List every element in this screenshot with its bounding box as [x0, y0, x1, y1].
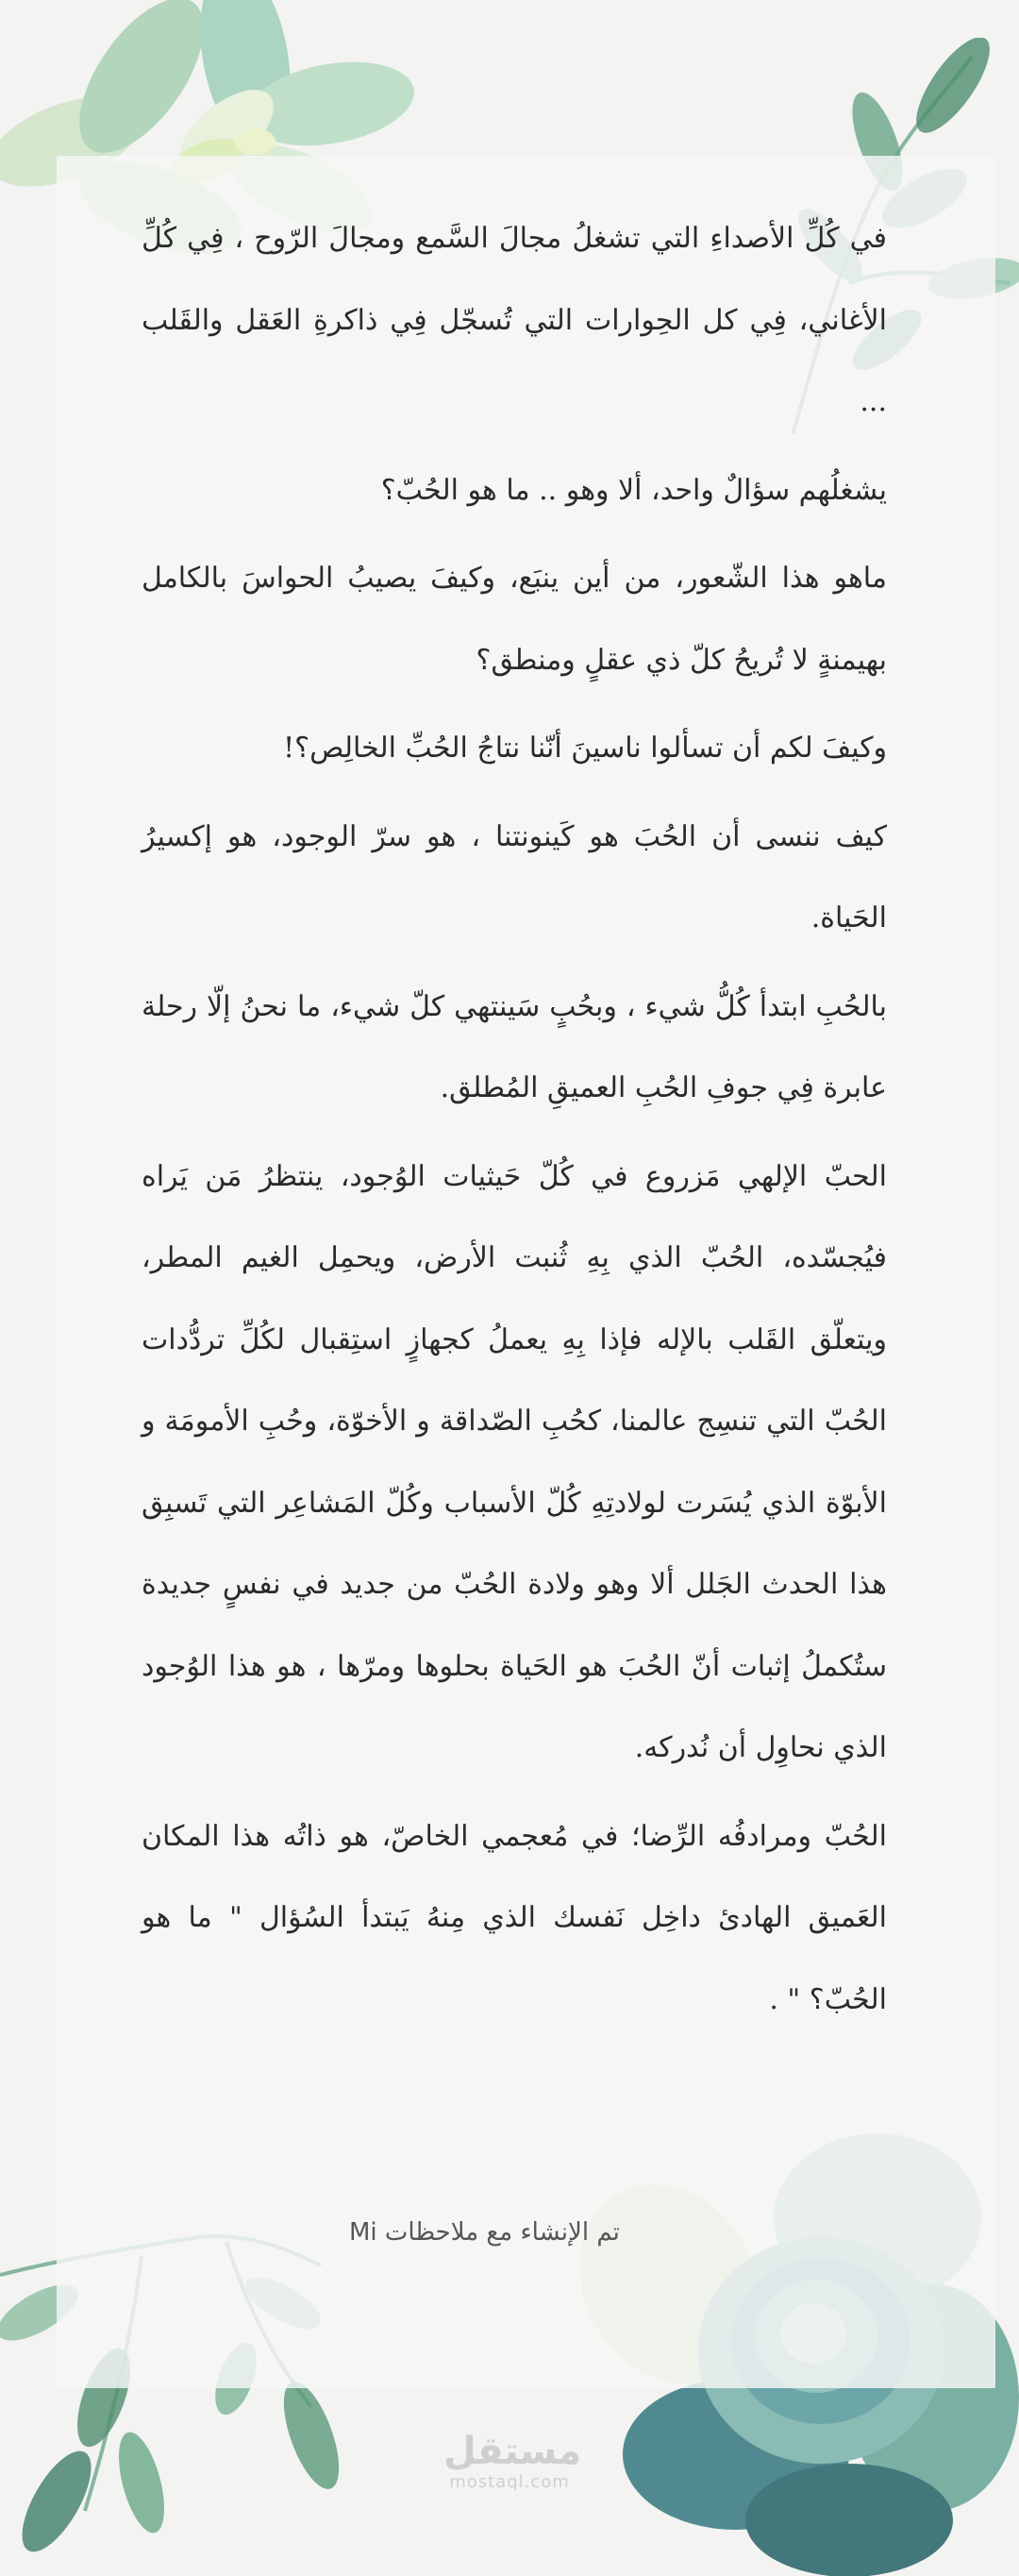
- paragraph-4: وكيفَ لكم أن تسألوا ناسينَ أنّنا نتاجُ الحُبِّ الخالِص؟!: [283, 732, 887, 765]
- paragraph-5: كيف ننسى أن الحُبَ هو كَينونتنا ، هو سرّ الوجود، هو إكسيرُ الحَياة.: [142, 819, 887, 934]
- paragraph-7: الحبّ الإلهي مَزروع في كُلّ حَيثيات الوُجود، ينتظرُ مَن يَراه فيُجسّده، الحُبّ الذي بِهِ ثُنبت الأرض، ويحمِل الغيم المطر، ويتعلّق القَلب بالإله فإذا بِهِ يعملُ كجهازٍ استِقبال لكُلِّ تردُّدات الحُبّ التي تنسِج عالمنا، كحُبِ الصّداقة و الأخوّة، وحُبِ الأمومَة و الأبوّة الذي يُسَرت لولادتِهِ كُلّ الأسباب وكُلّ المَشاعِر التي تَسبِق هذا الحدث الجَلل ألا وهو ولادة الحُبّ من جديد في نفسٍ جديدة ستُكملُ إثبات أنّ الحُبَ هو الحَياة بحلوها ومرّها ، هو هذا الوُجود الذي نحاوِل أن نُدركه.: [142, 1159, 887, 1764]
- created-with-note: تم الإنشاء مع ملاحظات Mi: [349, 2218, 620, 2247]
- paragraph-1: في كُلِّ الأصداءِ التي تشغلُ مجالَ السَّمع ومجالَ الرّوح ، فِي كُلِّ الأغاني، فِي كل الحِوارات التي تُسجّل فِي ذاكرةِ العَقل والقَلب ...: [142, 222, 887, 418]
- article-body: [142, 198, 887, 2047]
- paragraph-2: يشغلُهم سؤالٌ واحد، ألا وهو .. ما هو الحُبّ؟: [380, 473, 887, 507]
- watermark-arabic: مستقل: [443, 2430, 582, 2473]
- paragraph-6: بالحُبِ ابتدأ كُلُّ شيء ، وبحُبٍ سَينتهي كلّ شيء، ما نحنُ إلّا رحلة عابرة فِي جوفِ الحُبِ العميقِ المُطلق.: [142, 989, 887, 1104]
- mostaql-watermark: [443, 2430, 582, 2492]
- paragraph-3: ماهو هذا الشّعور، من أين ينبَع، وكيفَ يصيبُ الحواسَ بالكامل بهيمنةٍ لا تُريحُ كلّ ذي عقلٍ ومنطق؟: [142, 562, 887, 677]
- paragraph-8: الحُبّ ومرادفُه الرِّضا؛ في مُعجمي الخاصّ، هو ذاتُه هذا المكان العَميق الهادئ داخِل نَفسك الذي مِنهُ يَبتدأ السُؤال " ما هو الحُبّ؟ " .: [142, 1819, 887, 2016]
- watermark-latin: mostaql.com: [449, 2472, 570, 2492]
